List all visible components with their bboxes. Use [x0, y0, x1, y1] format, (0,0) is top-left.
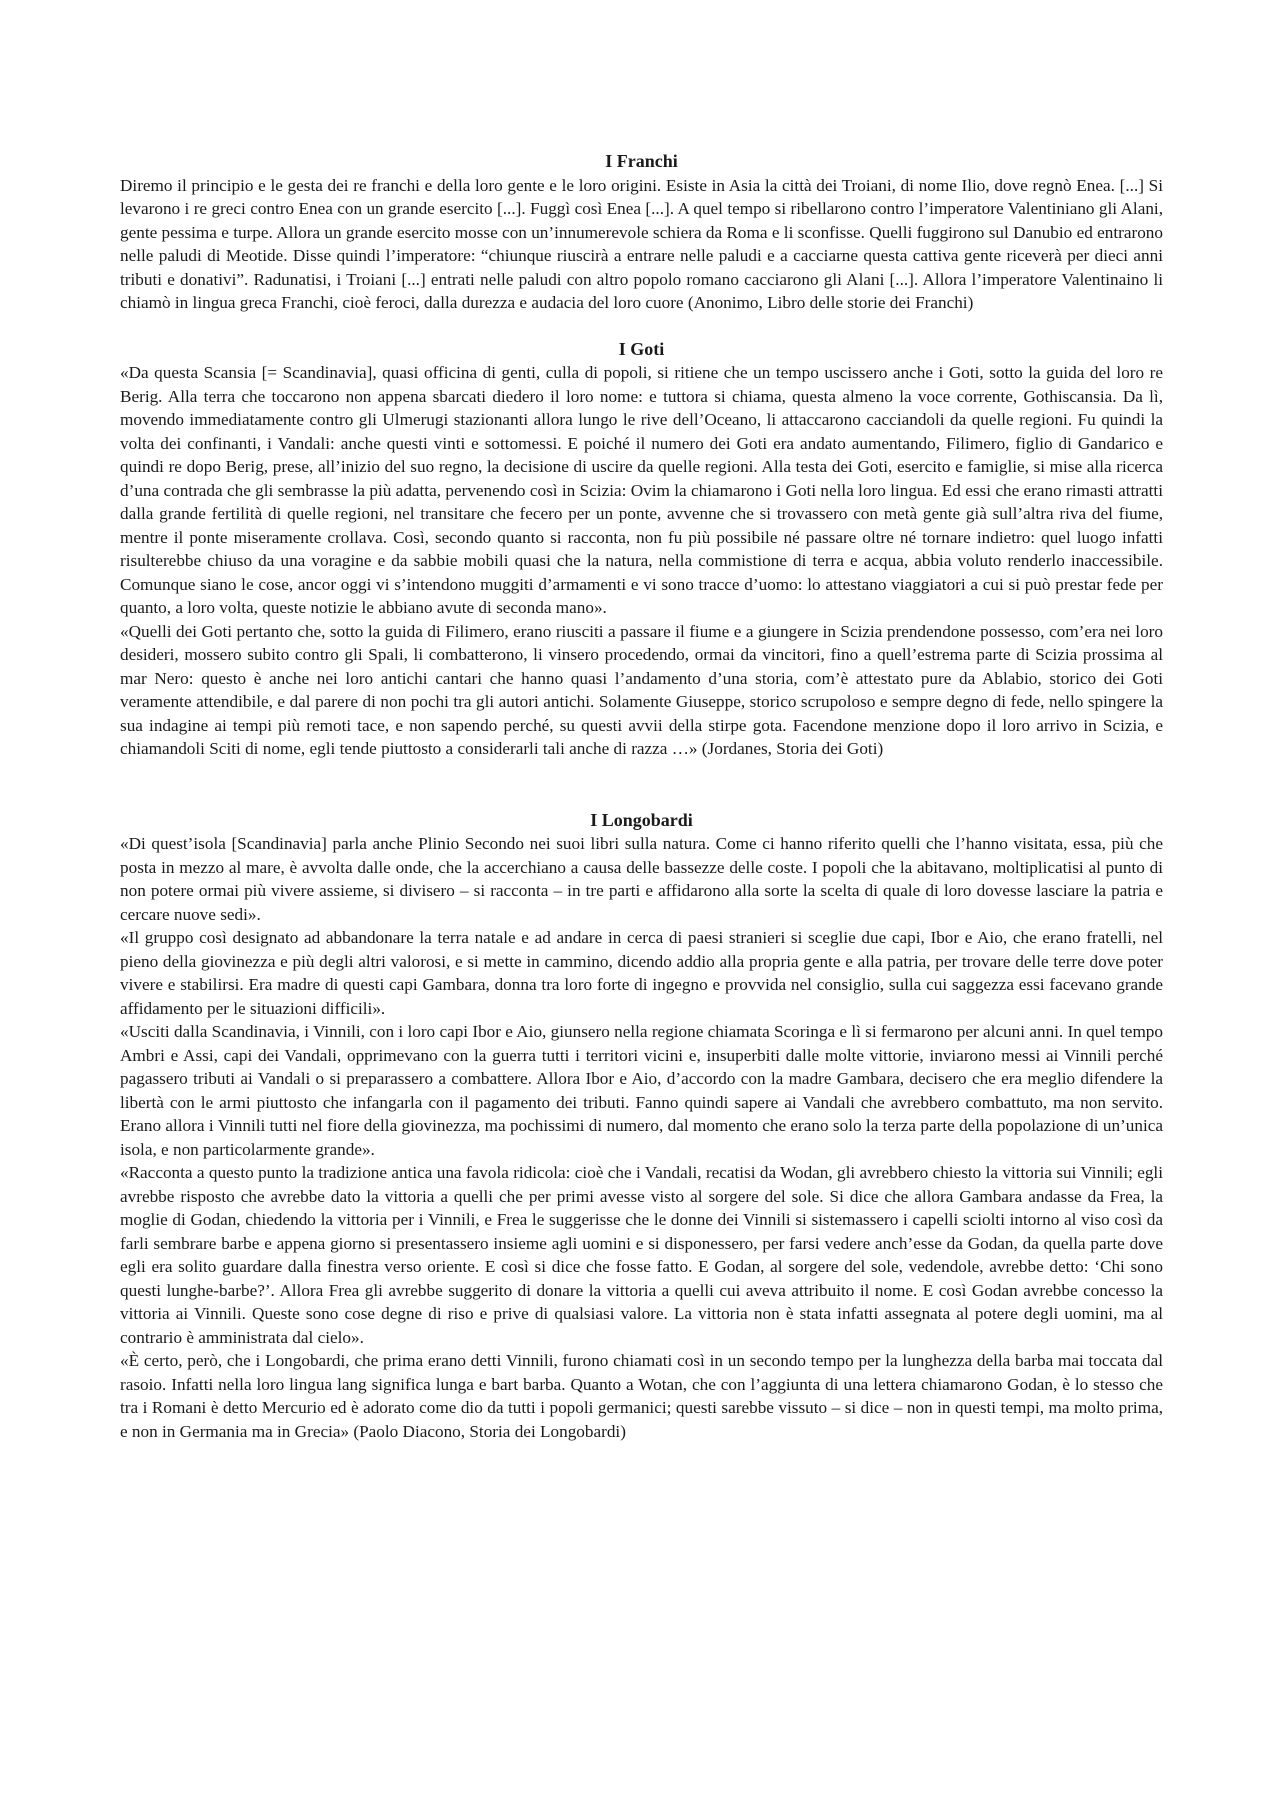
- paragraph: «Di quest’isola [Scandinavia] parla anche Plinio Secondo nei suoi libri sulla natura. Come ci hanno riferito quelli che l’hanno visitata, essa, più che posta in mezzo al mare, è avvolta dalle onde, che la accerchiano a causa delle bassezze delle coste. I popoli che la abitavano, moltiplicatisi al punto di non potere ormai più vivere assieme, si divisero – si racconta – in tre parti e affidarono alla sorte la scelta di quale di loro dovesse lasciare la patria e cercare nuove sedi».: [120, 834, 1163, 924]
- paragraph: Diremo il principio e le gesta dei re franchi e della loro gente e le loro origini. Esiste in Asia la città dei Troiani, di nome Ilio, dove regnò Enea. [...] Si levarono i re greci contro Enea con un grande esercito [...]. Fuggì così Enea [...]. A quel tempo si ribellarono contro l’imperatore Valentiniano gli Alani, gente pessima e turpe. Allora un grande esercito mosse con un’innumerevole schiera da Roma e li sconfisse. Quelli fuggirono sul Danubio ed entrarono nelle paludi di Meotide. Disse quindi l’imperatore: “chiunque riuscirà a entrare nelle paludi e a cacciarne questa cattiva gente riceverà per dieci anni tributi e donativi”. Radunatisi, i Troiani [...] entrati nelle paludi con altro popolo romano cacciarono gli Alani [...]. Allora l’imperatore Valentinaino li chiamò in lingua greca Franchi, cioè feroci, dalla durezza e audacia del loro cuore (Anonimo, Libro delle storie dei Franchi): [120, 175, 1163, 312]
- paragraph: «Quelli dei Goti pertanto che, sotto la guida di Filimero, erano riusciti a passare il fiume e a giungere in Scizia prendendone possesso, com’era nei loro desideri, mossero subito contro gli Spali, li combatterono, li vinsero procedendo, ormai da vincitori, fino a quell’estrema parte di Scizia prossima al mar Nero: questo è anche nei loro antichi cantari che hanno quasi l’andamento d’una storia, com’è attestato pure da Ablabio, storico dei Goti veramente attendibile, e dal parere di non pochi tra gli autori antichi. Solamente Giuseppe, storico scrupoloso e sempre degno di fede, nello spingere la sua indagine ai tempi più remoti tace, e non sapendo perché, su questi avvii della stirpe gota. Facendone menzione dopo il loro arrivo in Scizia, e chiamandoli Sciti di nome, egli tende piuttosto a considerarli tali anche di razza …» (Jordanes, Storia dei Goti): [120, 621, 1163, 758]
- section-title-longobardi: I Longobardi: [590, 809, 693, 830]
- section-spacer: [120, 315, 1163, 338]
- section-goti: [120, 338, 1163, 761]
- paragraph: «Da questa Scansia [= Scandinavia], quasi officina di genti, culla di popoli, si ritiene che un tempo uscissero anche i Goti, sotto la guida del loro re Berig. Alla terra che toccarono non appena sbarcati diedero il loro nome: e tuttora si chiama, questa almeno la voce corrente, Gothiscansia. Da lì, movendo immediatamente contro gli Ulmerugi stazionanti allora lungo le rive dell’Oceano, li attaccarono cacciandoli da quelle regioni. Fu quindi la volta dei confinanti, i Vandali: anche questi vinti e sottomessi. E poiché il numero dei Goti era andato aumentando, Filimero, figlio di Gandarico e quindi re dopo Berig, prese, all’inizio del suo regno, la decisione di uscire da quelle regioni. Alla testa dei Goti, esercito e famiglie, si mise alla ricerca d’una contrada che gli sembrasse la più adatta, pervenendo così in Scizia: Ovim la chiamarono i Goti nella loro lingua. Ed essi che erano rimasti attratti dalla grande fertilità di quelle regioni, nel transitare che fecero per un ponte, avvenne che si trovassero con metà gente già sull’altra riva del fiume, mentre il ponte miseramente crollava. Così, secondo quanto si racconta, non fu più possibile né passare oltre né tornare indietro: quel luogo infatti risulterebbe chiuso da una voragine e da sabbie mobili quasi che la natura, nella commistione di terra e acqua, abbia voluto renderlo inaccessibile. Comunque siano le cose, ancor oggi vi s’intendono muggiti d’armamenti e vi sono tracce d’uomo: lo attestano viaggiatori a cui si può prestar fede per quanto, a loro volta, queste notizie le abbiano avute di seconda mano».: [120, 363, 1163, 617]
- section-title-franchi: I Franchi: [605, 151, 678, 171]
- section-franchi: [120, 150, 1163, 315]
- document-page: [120, 150, 1163, 1443]
- paragraph: «È certo, però, che i Longobardi, che prima erano detti Vinnili, furono chiamati così in un secondo tempo per la lunghezza della barba mai toccata dal rasoio. Infatti nella loro lingua lang significa lunga e bart barba. Quanto a Wotan, che con l’aggiunta di una lettera chiamarono Godan, è lo stesso che tra i Romani è detto Mercurio ed è adorato come dio da tutti i popoli germanici; questi sarebbe vissuto – si dice – non in questi tempi, ma molto prima, e non in Germania ma in Grecia» (Paolo Diacono, Storia dei Longobardi): [120, 1351, 1163, 1441]
- paragraph: «Usciti dalla Scandinavia, i Vinnili, con i loro capi Ibor e Aio, giunsero nella regione chiamata Scoringa e lì si fermarono per alcuni anni. In quel tempo Ambri e Assi, capi dei Vandali, opprimevano con la guerra tutti i territori vicini e, insuperbiti dalle molte vittorie, inviarono messi ai Vinnili perché pagassero tributi ai Vandali o si preparassero a combattere. Allora Ibor e Aio, d’accordo con la madre Gambara, decisero che era meglio difendere la libertà con le armi piuttosto che infangarla con il pagamento dei tributi. Fanno quindi sapere ai Vandali che avrebbero combattuto, ma non servito. Erano allora i Vinnili tutti nel fiore della giovinezza, ma pochissimi di numero, dal momento che erano solo la terza parte della popolazione di un’unica isola, e non particolarmente grande».: [120, 1022, 1163, 1159]
- paragraph: «Racconta a questo punto la tradizione antica una favola ridicola: cioè che i Vandali, recatisi da Wodan, gli avrebbero chiesto la vittoria sui Vinnili; egli avrebbe risposto che avrebbe dato la vittoria a quelli che per primi avesse visto al sorgere del sole. Si dice che allora Gambara andasse da Frea, la moglie di Godan, chiedendo la vittoria per i Vinnili, e Frea le suggerisse che le donne dei Vinnili si sistemassero i capelli sciolti intorno al viso così da farli sembrare barbe e appena giorno si presentassero insieme agli uomini e si disponessero, per farsi vedere anch’esse da Godan, da quella parte dove egli era solito guardare dalla finestra verso oriente. E così si dice che fosse fatto. E Godan, al sorgere del sole, vedendole, avrebbe detto: ‘Chi sono questi lunghe-barbe?’. Allora Frea gli avrebbe suggerito di donare la vittoria a quelli cui aveva attribuito il nome. E così Godan avrebbe concesso la vittoria ai Vinnili. Queste sono cose degne di riso e prive di qualsiasi valore. La vittoria non è stata infatti assegnata al potere degli uomini, ma al contrario è amministrata dal cielo».: [120, 1163, 1163, 1347]
- section-spacer: [120, 761, 1163, 809]
- section-longobardi: [120, 809, 1163, 1444]
- paragraph: «Il gruppo così designato ad abbandonare la terra natale e ad andare in cerca di paesi stranieri si sceglie due capi, Ibor e Aio, che erano fratelli, nel pieno della giovinezza e più degli altri valorosi, e si mette in cammino, dicendo addio alla propria gente e alla patria, per trovare delle terre dove poter vivere e stabilirsi. Era madre di questi capi Gambara, donna tra loro forte di ingegno e provvida nel consiglio, sulla cui saggezza essi facevano grande affidamento per le situazioni difficili».: [120, 928, 1163, 1018]
- section-title-goti: I Goti: [618, 338, 665, 359]
